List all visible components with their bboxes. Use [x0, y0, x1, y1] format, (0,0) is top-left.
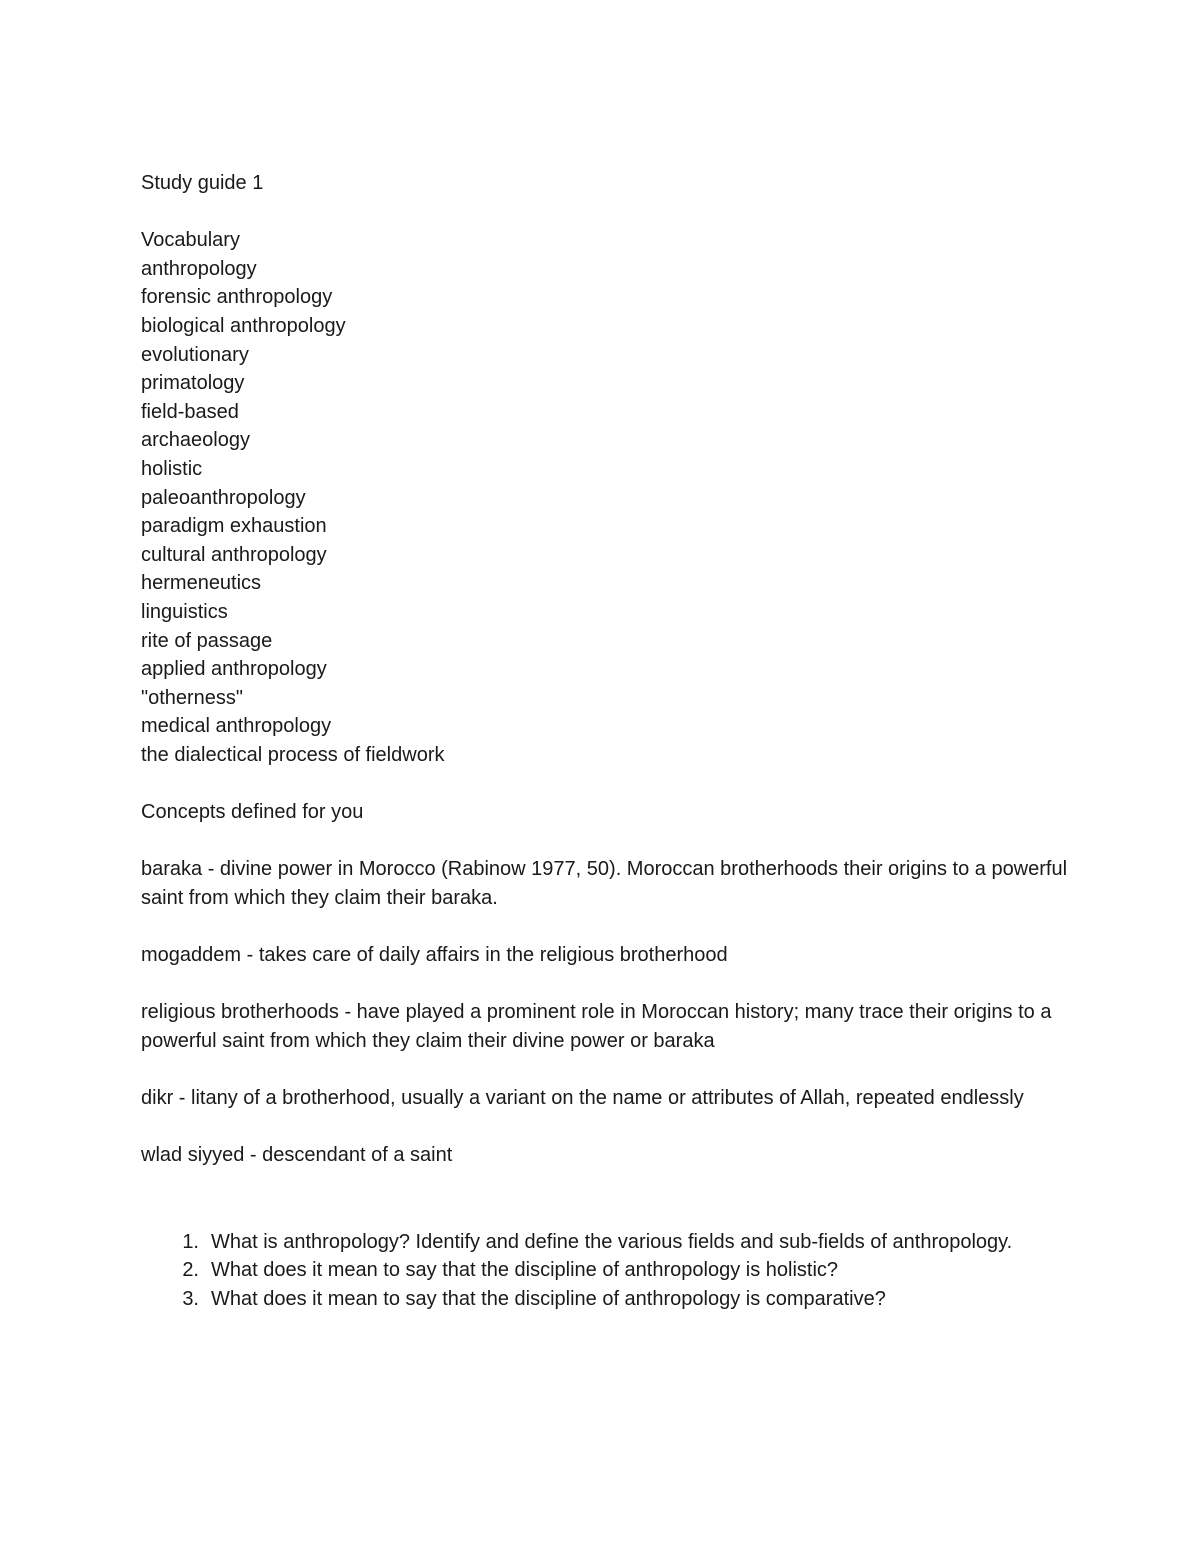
vocabulary-term: hermeneutics: [141, 572, 262, 595]
question-number: 2.: [182, 1259, 199, 1282]
vocabulary-term: archaeology: [141, 429, 250, 452]
vocabulary-term: biological anthropology: [141, 314, 346, 337]
vocabulary-term: the dialectical process of fieldwork: [141, 743, 445, 766]
vocabulary-term: evolutionary: [141, 343, 249, 366]
concept-definition: dikr - litany of a brotherhood, usually a variant on the name or attributes of Allah, repeated endlessly: [141, 1087, 1024, 1109]
vocabulary-term: primatology: [141, 372, 245, 395]
document-page: [141, 169, 1071, 1314]
vocabulary-heading: Vocabulary: [141, 229, 240, 252]
vocabulary-term: linguistics: [141, 600, 228, 623]
concept-definition: wlad siyyed - descendant of a saint: [141, 1144, 453, 1167]
question-item: [141, 1228, 1071, 1257]
vocabulary-list: [141, 255, 1071, 770]
question-number: 3.: [182, 1287, 199, 1310]
vocabulary-term: holistic: [141, 457, 203, 480]
vocabulary-term: anthropology: [141, 257, 257, 280]
vocabulary-term: paradigm exhaustion: [141, 515, 327, 538]
concept-definition: religious brotherhoods - have played a prominent role in Moroccan history; many trace their origins to a powerful saint from which they claim their divine power or baraka: [141, 1001, 1052, 1052]
concept-definition: mogaddem - takes care of daily affairs in the religious brotherhood: [141, 944, 728, 967]
vocabulary-term: medical anthropology: [141, 715, 332, 738]
questions-list: [141, 1228, 1071, 1314]
vocabulary-term: rite of passage: [141, 629, 273, 652]
document-title: Study guide 1: [141, 172, 264, 194]
vocabulary-term: applied anthropology: [141, 658, 327, 681]
vocabulary-term: cultural anthropology: [141, 543, 327, 566]
vocabulary-term: field-based: [141, 400, 239, 423]
vocabulary-term: "otherness": [141, 686, 244, 709]
vocabulary-term: forensic anthropology: [141, 286, 333, 309]
concept-definition: baraka - divine power in Morocco (Rabinow 1977, 50). Moroccan brotherhoods their origins to a powerful saint from which they claim their baraka.: [141, 858, 1068, 909]
concepts-heading: Concepts defined for you: [141, 801, 364, 824]
question-text: What does it mean to say that the discipline of anthropology is holistic?: [211, 1259, 839, 1282]
question-number: 1.: [182, 1230, 199, 1253]
vocabulary-term: paleoanthropology: [141, 486, 306, 509]
question-text: What is anthropology? Identify and define the various fields and sub-fields of anthropology.: [211, 1230, 1013, 1253]
question-item: [141, 1256, 1071, 1285]
question-item: [141, 1285, 1071, 1314]
question-text: What does it mean to say that the discipline of anthropology is comparative?: [211, 1287, 886, 1310]
